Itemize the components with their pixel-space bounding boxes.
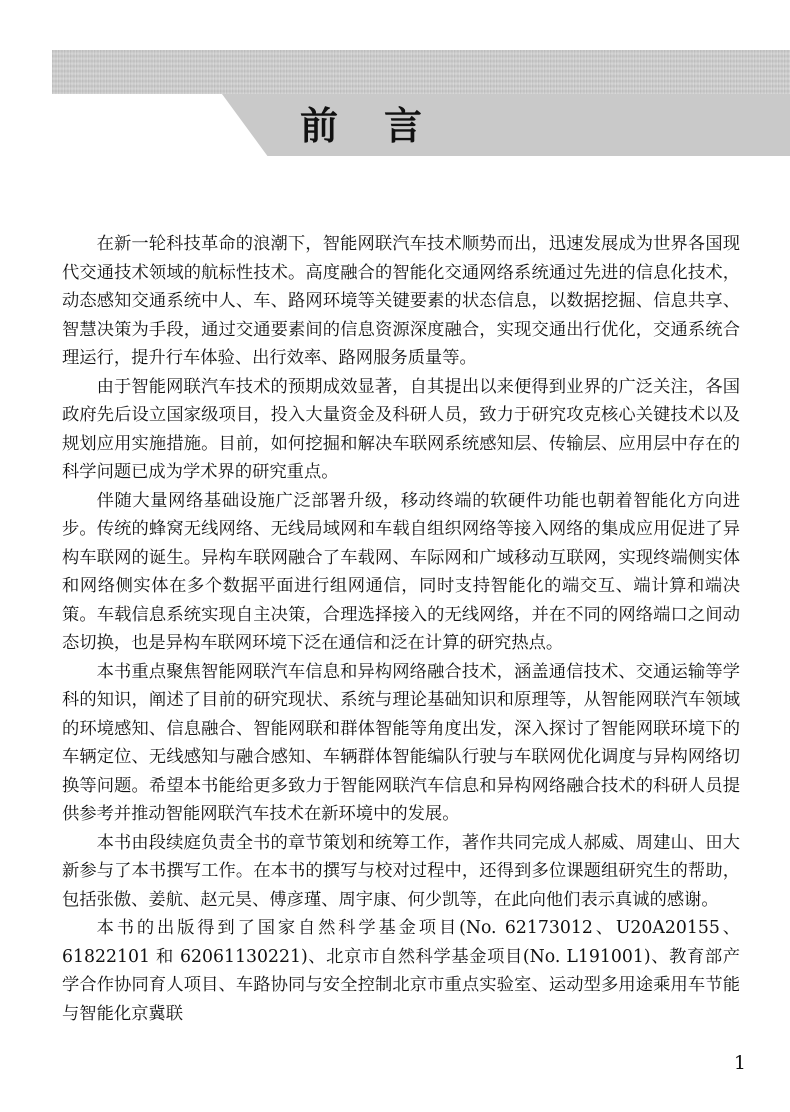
paragraph-3: 伴随大量网络基础设施广泛部署升级，移动终端的软硬件功能也朝着智能化方向进步。传统的蜂窝无线网络、无线局域网和车载自组织网络等接入网络的集成应用促进了异构车联网的诞生。异构车联网融合了车载网、车际网和广域移动互联网，实现终端侧实体和网络侧实体在多个数据平面进行组网通信，同时支持智能化的端交互、端计算和端决策。车载信息系统实现自主决策，合理选择接入的无线网络，并在不同的网络端口之间动态切换，也是异构车联网环境下泛在通信和泛在计算的研究热点。 <box>62 490 740 653</box>
paragraph-4: 本书重点聚焦智能网联汽车信息和异构网络融合技术，涵盖通信技术、交通运输等学科的知识，阐述了目前的研究现状、系统与理论基础知识和原理等，从智能网联汽车领域的环境感知、信息融合、智能网联和群体智能等角度出发，深入探讨了智能网联环境下的车辆定位、无线感知与融合感知、车辆群体智能编队行驶与车联网优化调度与异构网络切换等问题。希望本书能给更多致力于智能网联汽车信息和异构网络融合技术的科研人员提供参考并推动智能网联汽车技术在新环境中的发展。 <box>62 661 740 824</box>
page-title: 前言 <box>300 104 469 148</box>
paragraph-1: 在新一轮科技革命的浪潮下，智能网联汽车技术顺势而出，迅速发展成为世界各国现代交通技术领域的航标性技术。高度融合的智能化交通网络系统通过先进的信息化技术，动态感知交通系统中人、车、路网环境等关键要素的状态信息，以数据挖掘、信息共享、智慧决策为手段，通过交通要素间的信息资源深度融合，实现交通出行优化，交通系统合理运行，提升行车体验、出行效率、路网服务质量等。 <box>62 234 740 368</box>
preface-body <box>62 230 740 1028</box>
paragraph-2: 由于智能网联汽车技术的预期成效显著，自其提出以来便得到业界的广泛关注，各国政府先后设立国家级项目，投入大量资金及科研人员，致力于研究攻克核心关键技术以及规划应用实施措施。目前，如何挖掘和解决车联网系统感知层、传输层、应用层中存在的科学问题已成为学术界的研究重点。 <box>62 376 740 482</box>
page-number: 1 <box>733 1052 746 1074</box>
paragraph-5: 本书由段续庭负责全书的章节策划和统筹工作，著作共同完成人郝威、周建山、田大新参与了本书撰写工作。在本书的撰写与校对过程中，还得到多位课题组研究生的帮助，包括张傲、姜航、赵元昊、傅彦瑾、周宇康、何少凯等，在此向他们表示真诚的感谢。 <box>62 832 740 910</box>
paragraph-6: 本书的出版得到了国家自然科学基金项目(No. 62173012、U20A20155、61822101 和 62061130221)、北京市自然科学基金项目(No. L191001)、教育部产学合作协同育人项目、车路协同与安全控制北京市重点实验室、运动型多用途乘用车节能与智能化京冀联 <box>62 918 740 1024</box>
header-decorative-band <box>52 50 790 94</box>
